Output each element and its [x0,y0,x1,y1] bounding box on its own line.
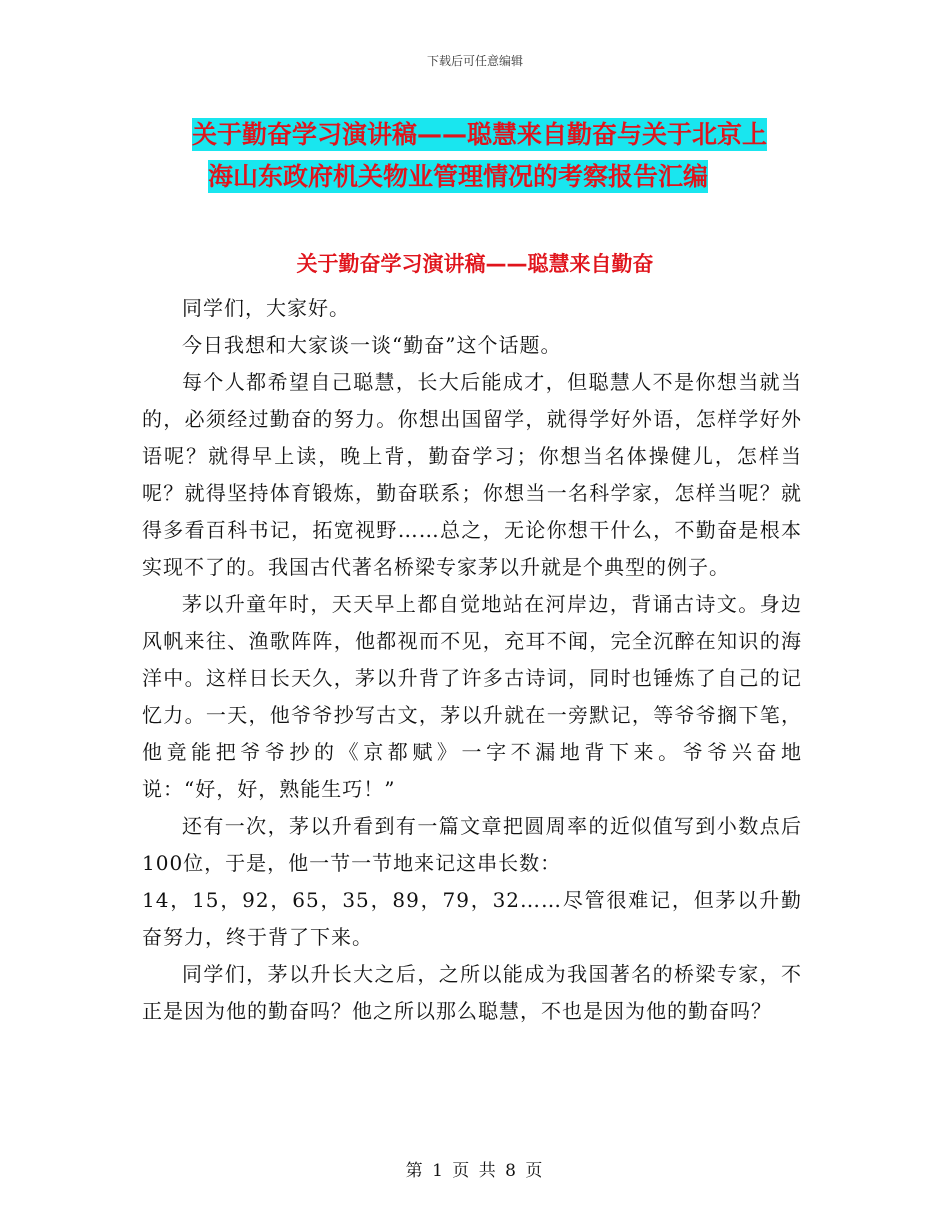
document-title-line-2: 海山东政府机关物业管理情况的考察报告汇编 [208,162,709,191]
document-title-line-1: 关于勤奋学习演讲稿——聪慧来自勤奋与关于北京上 [192,120,768,149]
paragraph-childhood: 茅以升童年时，天天早上都自觉地站在河岸边，背诵古诗文。身边风帆来往、渔歌阵阵，他都视而不见，充耳不闻，完全沉醉在知识的海洋中。这样日长天久，茅以升背了许多古诗词，同时也锤炼了自己的记忆力。一天，他爷爷抄写古文，茅以升就在一旁默记，等爷爷搁下笔，他竟能把爷爷抄的《京都赋》一字不漏地背下来。爷爷兴奋地说：“好，好，熟能生巧！” [142,592,802,801]
document-body [142,290,802,1030]
paragraph-greeting: 同学们，大家好。 [182,296,350,320]
page-number-footer: 第 1 页 共 8 页 [405,1161,545,1181]
paragraph-diligence: 每个人都希望自己聪慧，长大后能成才，但聪慧人不是你想当就当的，必须经过勤奋的努力。你想出国留学，就得学好外语，怎样学好外语呢？就得早上读，晚上背，勤奋学习；你想当名体操健儿，怎样当呢？就得坚持体育锻炼，勤奋联系；你想当一名科学家，怎样当呢？就得多看百科书记，拓宽视野……总之，无论你想干什么，不勤奋是根本实现不了的。我国古代著名桥梁专家茅以升就是个典型的例子。 [142,370,802,579]
section-title: 关于勤奋学习演讲稿——聪慧来自勤奋 [296,252,654,276]
paragraph-pi-story: 还有一次，茅以升看到有一篇文章把圆周率的近似值写到小数点后100位，于是，他一节一节地来记这串长数： [142,814,802,875]
page-header-note: 下载后可任意编辑 [426,54,523,68]
document-title [150,114,830,198]
paragraph-topic: 今日我想和大家谈一谈“勤奋”这个话题。 [182,333,562,357]
paragraph-pi-digits: 14，15，92，65，35，89，79，32……尽管很难记，但茅以升勤奋努力，终于背了下来。 [142,888,802,949]
paragraph-conclusion: 同学们，茅以升长大之后，之所以能成为我国著名的桥梁专家，不正是因为他的勤奋吗？他之所以那么聪慧，不也是因为他的勤奋吗？ [142,962,802,1023]
